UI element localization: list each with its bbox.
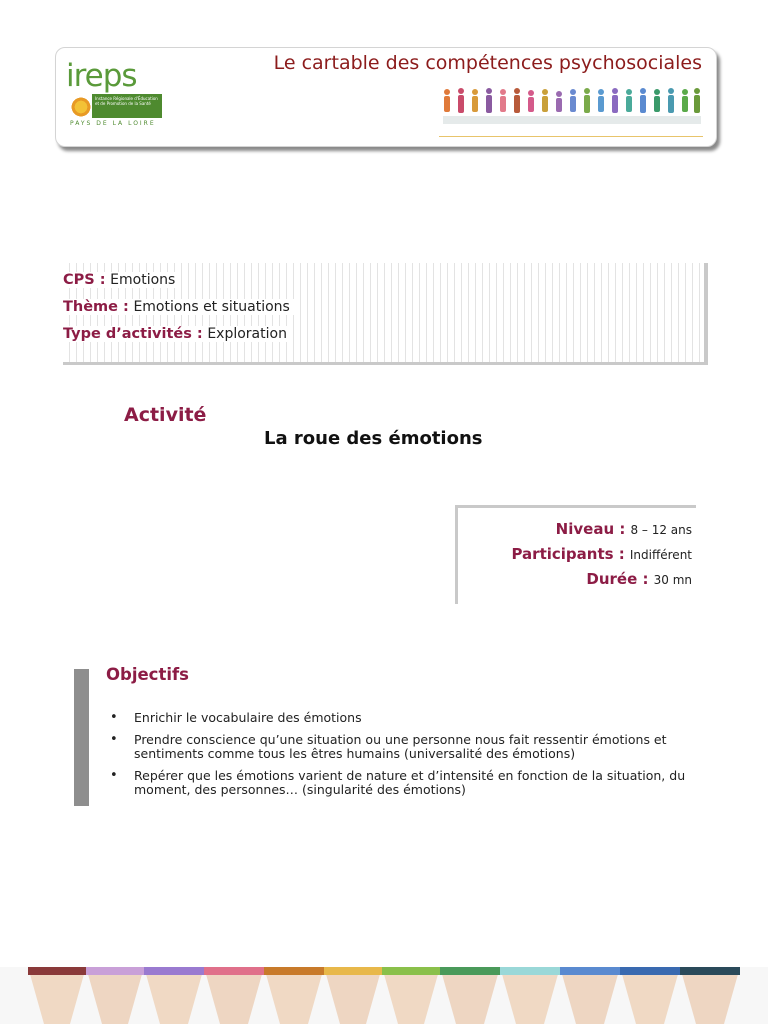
colored-pencils-illustration: [0, 967, 768, 1024]
banner-title: Le cartable des compétences psychosociales: [273, 52, 702, 74]
niveau-label: Niveau :: [555, 520, 626, 538]
activity-label: Activité: [124, 404, 207, 426]
cps-row: [63, 272, 179, 288]
logo-tagline: Instance Régionale d'Éducation et de Promotion de la Santé: [95, 96, 158, 106]
list-item: • Prendre conscience qu’une situation ou une personne nous fait ressentir émotions et sentiments comme tous les êtres humains (universalité des émotions): [110, 733, 695, 761]
objectifs-list: [110, 711, 695, 805]
cps-value: Emotions: [110, 272, 176, 288]
participants-label: Participants :: [511, 545, 625, 563]
type-row: [63, 326, 291, 342]
objectifs-side-bar: [74, 669, 89, 806]
ireps-logo: [66, 58, 166, 127]
niveau-row: [556, 519, 692, 538]
cps-label: CPS :: [63, 272, 106, 288]
theme-label: Thème :: [63, 299, 129, 315]
duree-row: [586, 569, 692, 588]
banner-divider: [439, 136, 703, 137]
participants-value: Indifférent: [629, 548, 692, 562]
info-box-bottom-border: [63, 362, 708, 365]
participants-row: [511, 544, 692, 563]
theme-value: Emotions et situations: [133, 299, 290, 315]
objectifs-title: Objectifs: [106, 665, 190, 684]
duree-label: Durée :: [586, 570, 649, 588]
list-item: • Repérer que les émotions varient de nature et d’intensité en fonction de la situation, du moment, des personnes… (singularité des émotions): [110, 769, 695, 797]
details-box: [455, 505, 696, 604]
type-value: Exploration: [207, 326, 287, 342]
duree-value: 30 mn: [653, 573, 692, 587]
theme-row: [63, 299, 294, 315]
header-banner: [55, 47, 717, 147]
logo-text: ireps: [66, 58, 137, 94]
children-silhouettes-illustration: [439, 86, 703, 134]
info-box: [63, 263, 708, 365]
type-label: Type d’activités :: [63, 326, 203, 342]
activity-title: La roue des émotions: [264, 428, 483, 449]
sun-icon: [70, 96, 92, 118]
niveau-value: 8 – 12 ans: [630, 523, 692, 537]
info-box-right-border: [704, 263, 708, 365]
logo-region: PAYS DE LA LOIRE: [70, 120, 156, 127]
list-item: • Enrichir le vocabulaire des émotions: [110, 711, 695, 725]
